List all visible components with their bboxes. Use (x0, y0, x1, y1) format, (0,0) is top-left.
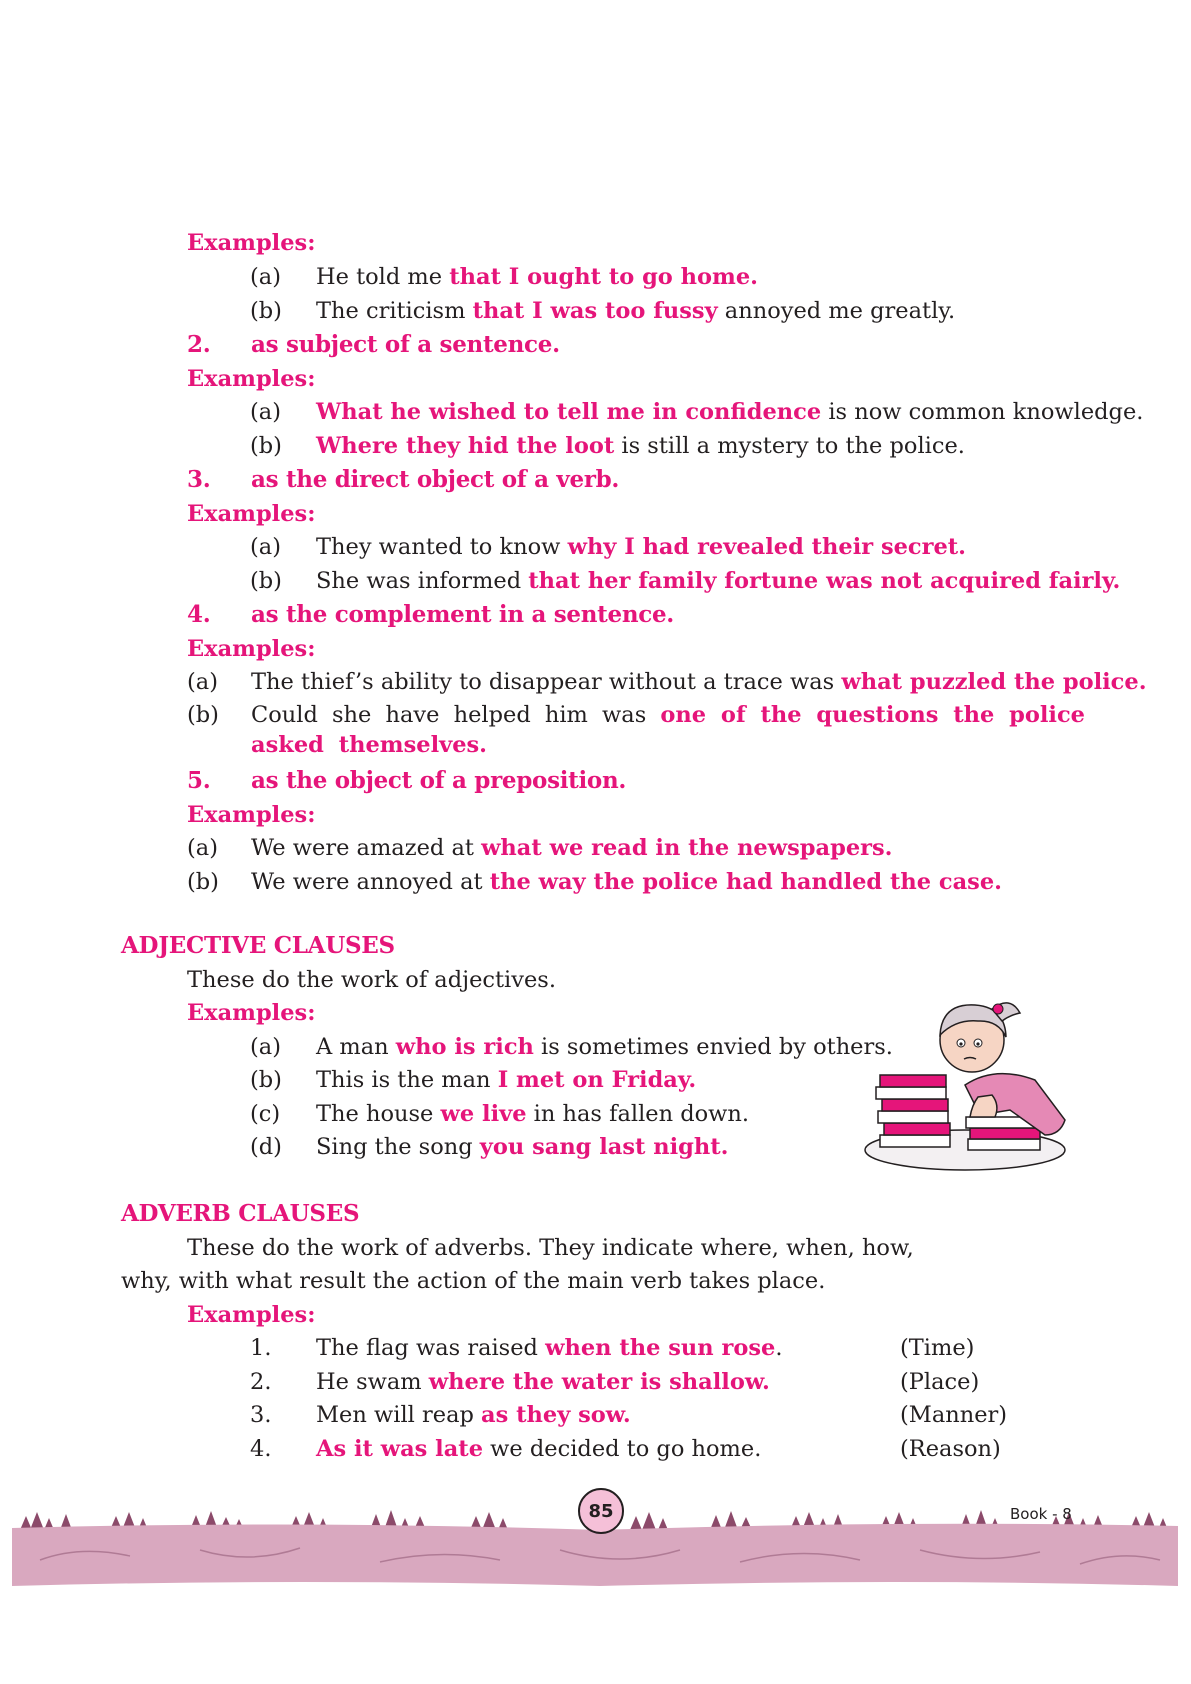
example-clause: that her family fortune was not acquired fairly. (528, 568, 1121, 594)
example-label: (a) (250, 399, 281, 425)
examples-header: Examples: (187, 1302, 316, 1328)
example-text: The criticism (316, 298, 473, 324)
example-text: Men will reap (316, 1402, 482, 1428)
section-intro: why, with what result the action of the main verb takes place. (121, 1268, 826, 1294)
book-label: Book - 8 (1010, 1505, 1072, 1523)
example-label: (a) (250, 534, 281, 560)
example-label: (c) (250, 1101, 281, 1127)
example-label: (a) (250, 1034, 281, 1060)
example-text: Could she have helped him was (251, 702, 661, 728)
girl-reading-books-illustration (860, 985, 1090, 1175)
example-clause: I met on Friday. (497, 1067, 697, 1093)
example-clause: one of the questions the police asked themselves. (251, 702, 1085, 758)
example-clause: why I had revealed their secret. (567, 534, 967, 560)
clause-type: (Manner) (900, 1402, 1008, 1428)
example-text: The thief’s ability to disappear without a trace was (251, 669, 842, 695)
example-text: we decided to go home. (483, 1436, 762, 1462)
example-text: She was informed (316, 568, 529, 594)
examples-header: Examples: (187, 1000, 316, 1026)
example-clause: where the water is shallow. (428, 1369, 770, 1395)
example-label: (b) (250, 433, 282, 459)
page-number: 85 (578, 1488, 624, 1534)
example-label: (b) (250, 298, 282, 324)
example-clause: As it was late (316, 1436, 484, 1462)
example-label: (b) (187, 869, 219, 895)
example-clause: Where they hid the loot (316, 433, 615, 459)
example-text: is still a mystery to the police. (614, 433, 965, 459)
section-intro: These do the work of adjectives. (187, 967, 556, 993)
use-number: 5. (187, 767, 211, 794)
clause-type: (Time) (900, 1335, 975, 1361)
example-text: The flag was raised (316, 1335, 546, 1361)
use-number: 3. (187, 466, 211, 493)
example-text: We were annoyed at (251, 869, 490, 895)
examples-header: Examples: (187, 230, 316, 256)
section-heading: ADJECTIVE CLAUSES (121, 932, 395, 959)
example-text: is now common knowledge. (821, 399, 1144, 425)
example-label: 2. (250, 1369, 272, 1395)
examples-header: Examples: (187, 636, 316, 662)
example-label: (a) (250, 264, 281, 290)
example-label: (b) (250, 568, 282, 594)
section-intro: These do the work of adverbs. They indicate where, when, how, (187, 1235, 914, 1261)
example-clause: What he wished to tell me in confidence (316, 399, 822, 425)
use-title: as subject of a sentence. (251, 331, 560, 358)
example-clause: you sang last night. (479, 1134, 729, 1160)
example-text: They wanted to know (316, 534, 568, 560)
example-label: 3. (250, 1402, 272, 1428)
example-clause: when the sun rose (545, 1335, 776, 1361)
use-title: as the object of a preposition. (251, 767, 627, 794)
examples-header: Examples: (187, 366, 316, 392)
example-text: He told me (316, 264, 450, 290)
example-clause: what puzzled the police. (841, 669, 1147, 695)
use-number: 2. (187, 331, 211, 358)
use-title: as the direct object of a verb. (251, 466, 620, 493)
example-clause: as they sow. (481, 1402, 631, 1428)
example-text: We were amazed at (251, 835, 482, 861)
example-label: 4. (250, 1436, 272, 1462)
example-clause: that I ought to go home. (449, 264, 758, 290)
clause-type: (Place) (900, 1369, 980, 1395)
example-text: The house (316, 1101, 441, 1127)
example-clause: the way the police had handled the case. (489, 869, 1002, 895)
use-number: 4. (187, 601, 211, 628)
example-clause: who is rich (395, 1034, 534, 1060)
examples-header: Examples: (187, 501, 316, 527)
clause-type: (Reason) (900, 1436, 1001, 1462)
example-clause: that I was too fussy (472, 298, 718, 324)
example-clause: what we read in the newspapers. (481, 835, 893, 861)
example-text: Sing the song (316, 1134, 480, 1160)
example-text: in has fallen down. (526, 1101, 750, 1127)
example-label: 1. (250, 1335, 272, 1361)
example-label: (b) (187, 702, 219, 728)
example-label: (a) (187, 835, 218, 861)
example-label: (d) (250, 1134, 282, 1160)
example-label: (a) (187, 669, 218, 695)
example-text: He swam (316, 1369, 429, 1395)
example-clause: we live (440, 1101, 527, 1127)
example-text: is sometimes envied by others. (533, 1034, 893, 1060)
section-heading: ADVERB CLAUSES (121, 1200, 360, 1227)
use-title: as the complement in a sentence. (251, 601, 675, 628)
example-label: (b) (250, 1067, 282, 1093)
examples-header: Examples: (187, 802, 316, 828)
example-text: annoyed me greatly. (717, 298, 956, 324)
example-text: . (775, 1335, 783, 1361)
example-text: This is the man (316, 1067, 498, 1093)
example-text: A man (316, 1034, 396, 1060)
